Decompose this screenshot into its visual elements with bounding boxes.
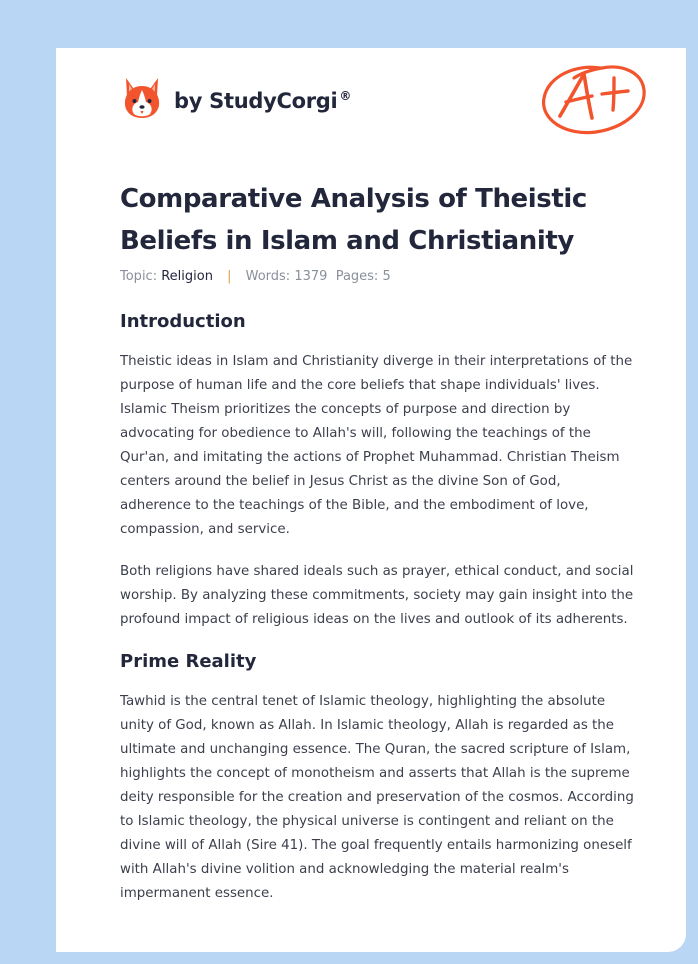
a-plus-grade-icon [538,58,650,140]
essay-title: Comparative Analysis of Theistic Beliefs in Islam and Christianity [120,184,587,256]
corgi-head-icon [122,76,162,120]
document-page [56,48,686,952]
brand-name: by StudyCorgi ® [174,89,352,113]
page-count: Pages: 5 [335,269,391,284]
registered-mark: ® [339,89,352,103]
paragraph: Both religions have shared ideals such as prayer, ethical conduct, and social worship. By analyzing these commitments, society may gain insight into the profound impact of religious ideas on the lives and outlook of its adherents. [120,564,634,627]
meta-separator: | [227,269,232,284]
essay-body [120,310,634,924]
paragraph: Tawhid is the central tenet of Islamic theology, highlighting the absolute unity of God, known as Allah. In Islamic theology, Allah is regarded as the ultimate and unchanging essence. The Quran, the sacred scripture of Islam, highlights the concept of monotheism and asserts that Allah is the supreme deity responsible for the creation and preservation of the cosmos. According to Islamic theology, the physical universe is contingent and reliant on the divine will of Allah (Sire 41). The goal frequently entails harmonizing oneself with Allah's divine volition and acknowledging the material realm's impermanent essence. [120,694,634,901]
section-heading-prime-reality: Prime Reality [120,651,257,672]
paragraph: Theistic ideas in Islam and Christianity diverge in their interpretations of the purpose of human life and the core beliefs that shape individuals' lives. Islamic Theism prioritizes the concepts of purpose and direction by advocating for obedience to Allah's will, following the teachings of the Qur'an, and imitating the actions of Prophet Muhammad. Christian Theism centers around the belief in Jesus Christ as the divine Son of God, adherence to the teachings of the Bible, and the embodiment of love, compassion, and service. [120,354,633,537]
topic-label: Topic: [120,269,158,284]
essay-meta [120,269,391,284]
section-heading-introduction: Introduction [120,311,246,332]
topic-link[interactable]: Religion [161,269,213,284]
word-count: Words: 1379 [245,269,328,284]
studycorgi-logo[interactable] [122,76,351,120]
